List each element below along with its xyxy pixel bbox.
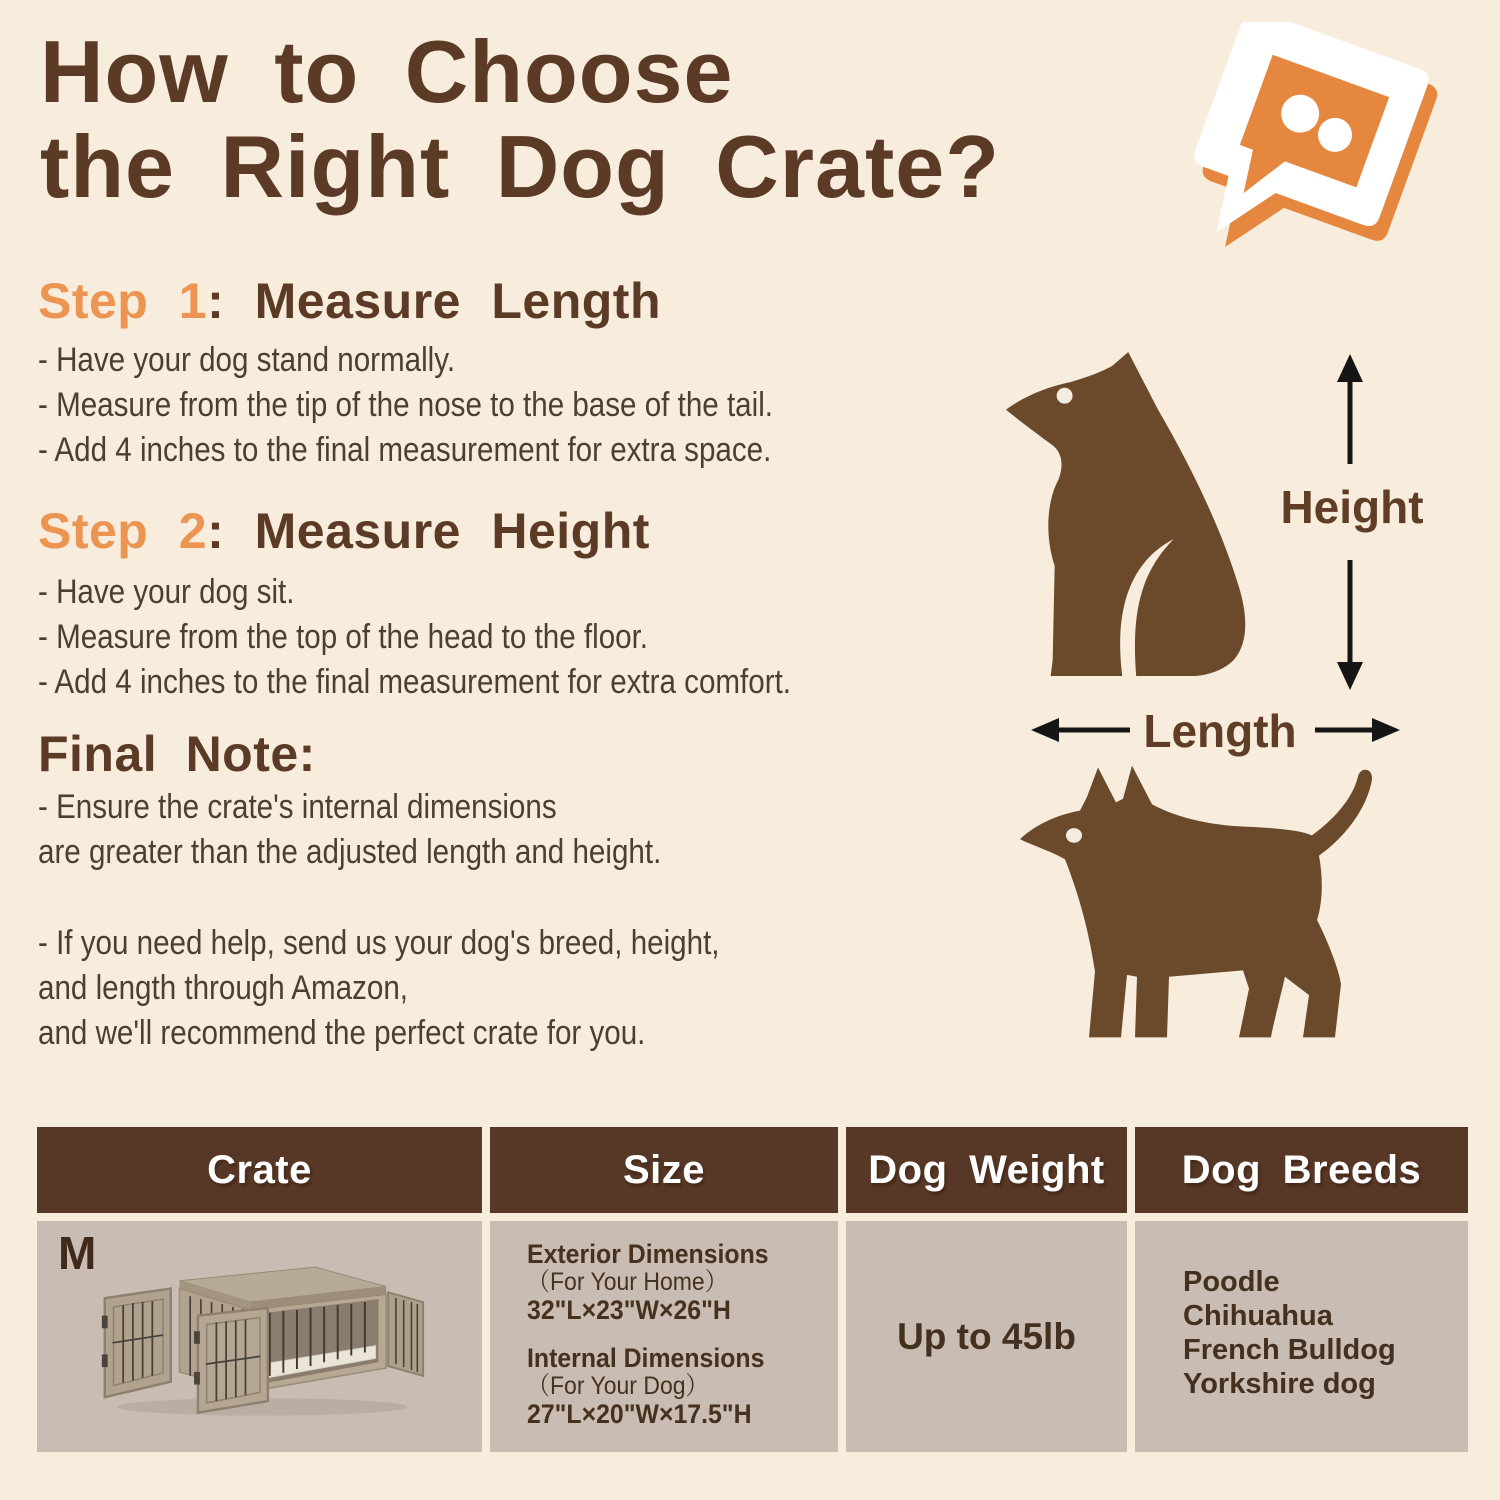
step1-instructions [38,338,773,473]
crate-size-badge: M [58,1227,97,1279]
final-note-paragraph-1 [38,785,661,875]
note-line: and length through Amazon, [38,969,409,1007]
exterior-dimensions-subtitle: （For Your Home） [527,1268,728,1296]
step1-title: : Measure Length [207,273,662,329]
breed-item: French Bulldog [1183,1334,1396,1366]
dog-eye [1057,388,1073,404]
breed-item: Poodle [1183,1266,1280,1298]
page-title-line2: the Right Dog Crate? [40,117,1000,216]
note-line: - Ensure the crate's internal dimensions [38,788,557,826]
table-header-crate: Crate [37,1127,482,1213]
step2-title: : Measure Height [207,503,650,559]
instruction-line: - Add 4 inches to the final measurement for extra comfort. [38,663,792,701]
final-note-paragraph-2 [38,921,720,1056]
length-label: Length [1143,705,1297,757]
exterior-dimensions-value: 32"L×23"W×26"H [527,1295,731,1325]
table-cell-crate [37,1221,482,1452]
table-header-dog-breeds: Dog Breeds [1135,1127,1468,1213]
instruction-line: - Measure from the top of the head to the floor. [38,618,649,656]
page-title-line1: How to Choose [40,22,734,121]
instruction-line: - Have your dog stand normally. [38,341,456,379]
height-label: Height [1280,481,1424,533]
breed-item: Chihuahua [1183,1300,1333,1332]
dog-weight-value: Up to 45lb [897,1315,1076,1357]
step2-heading [38,502,650,560]
note-line: and we'll recommend the perfect crate for you. [38,1014,646,1052]
standing-dog-icon [1020,762,1392,1052]
dog-breeds-list [1183,1265,1396,1401]
step1-label: Step 1 [38,273,208,329]
step2-instructions [38,570,791,705]
breed-item: Yorkshire dog [1183,1368,1376,1400]
note-line: - If you need help, send us your dog's breed, height, [38,924,720,962]
table-header-dog-weight: Dog Weight [846,1127,1127,1213]
exterior-dimensions-title: Exterior Dimensions [527,1239,769,1269]
note-line: are greater than the adjusted length and height. [38,833,662,871]
crate-product-image [97,1253,427,1421]
speech-bubble-logo-icon [1164,22,1494,267]
internal-dimensions-value: 27"L×20"W×17.5"H [527,1399,752,1429]
page-title [40,24,1000,214]
table-cell-size [490,1221,838,1452]
final-note-heading: Final Note: [38,726,316,782]
step2-label: Step 2 [38,503,208,559]
internal-dimensions-subtitle: （For Your Dog） [527,1372,709,1400]
size-details [527,1240,769,1428]
dog-eye [1066,828,1082,843]
length-arrow-icon [1025,712,1405,748]
instruction-line: - Have your dog sit. [38,573,295,611]
table-cell-dog-weight [846,1221,1127,1452]
instruction-line: - Add 4 inches to the final measurement for extra space. [38,431,772,469]
instruction-line: - Measure from the tip of the nose to the base of the tail. [38,386,773,424]
table-cell-dog-breeds [1135,1221,1468,1452]
internal-dimensions-title: Internal Dimensions [527,1343,765,1373]
table-header-size: Size [490,1127,838,1213]
step1-heading [38,272,661,330]
